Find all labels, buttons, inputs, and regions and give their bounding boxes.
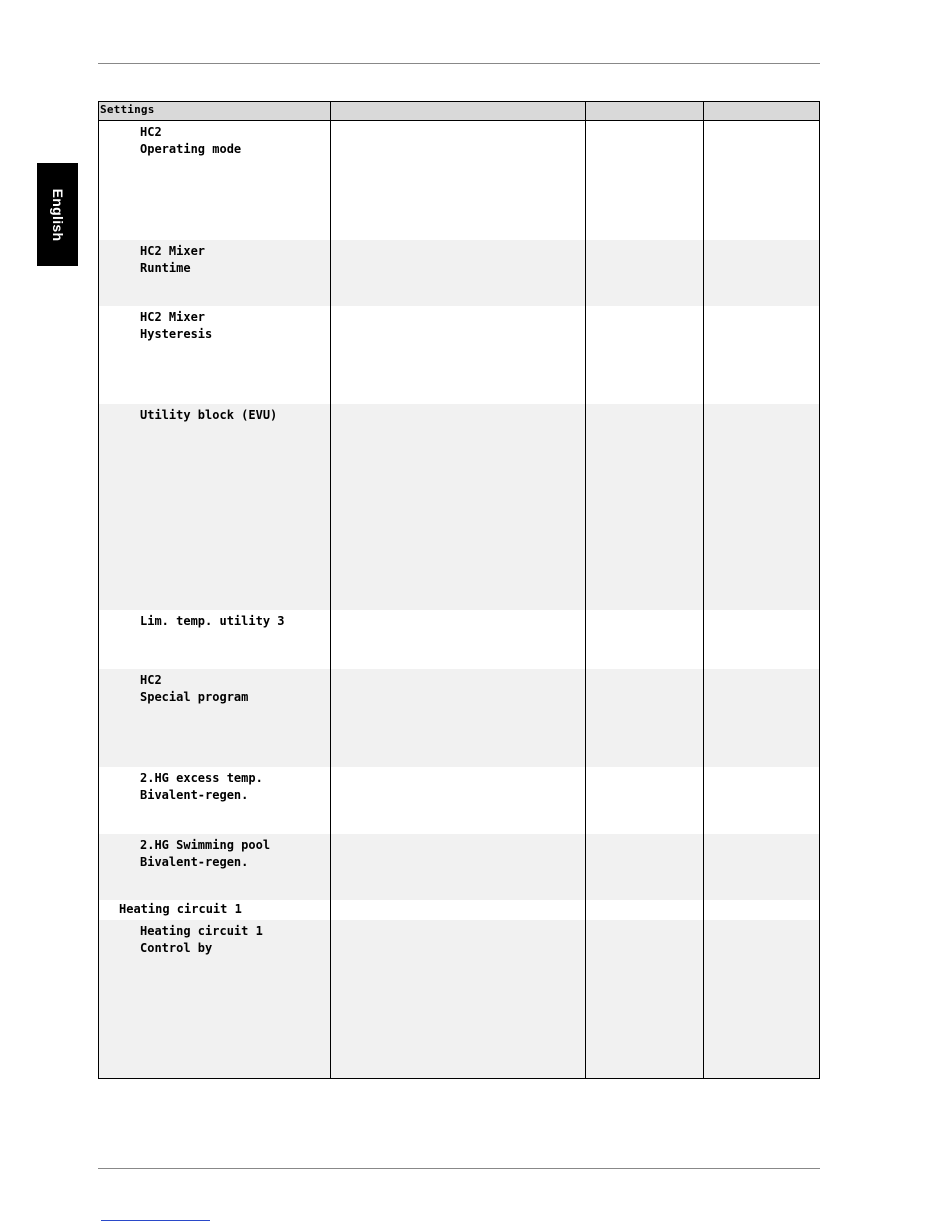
table-header (99, 102, 819, 121)
row-setting-name: 2.HG excess temp. Bivalent-regen. (140, 771, 263, 802)
section-heading: Heating circuit 1 (119, 902, 242, 916)
table-row (99, 767, 819, 834)
column-divider (703, 102, 704, 1078)
settings-table (98, 101, 820, 1079)
table-row (99, 669, 819, 767)
table-row (99, 610, 819, 669)
table-row (99, 834, 819, 900)
table-row (99, 121, 819, 240)
row-setting-name: Heating circuit 1 Control by (140, 924, 263, 955)
row-setting-name: HC2 Operating mode (140, 125, 242, 156)
language-tab (37, 163, 78, 266)
table-row (99, 306, 819, 404)
table-row (99, 240, 819, 306)
header-rule (98, 63, 820, 64)
row-setting-name: 2.HG Swimming pool Bivalent-regen. (140, 838, 271, 869)
header-settings: Settings (100, 103, 155, 116)
table-row (99, 920, 819, 1078)
row-setting-name: Utility block (EVU) (140, 408, 278, 422)
row-setting-name: HC2 Mixer Hysteresis (140, 310, 213, 341)
column-divider (585, 102, 586, 1078)
footer-link-underline[interactable] (101, 1220, 210, 1221)
row-setting-name: HC2 Special program (140, 673, 249, 704)
row-setting-name: HC2 Mixer Runtime (140, 244, 206, 275)
language-tab-label: English (49, 188, 66, 241)
section-row (99, 900, 819, 920)
row-setting-name: Lim. temp. utility 3 (140, 614, 285, 628)
footer-rule (98, 1168, 820, 1169)
table-row (99, 404, 819, 610)
column-divider (330, 102, 331, 1078)
